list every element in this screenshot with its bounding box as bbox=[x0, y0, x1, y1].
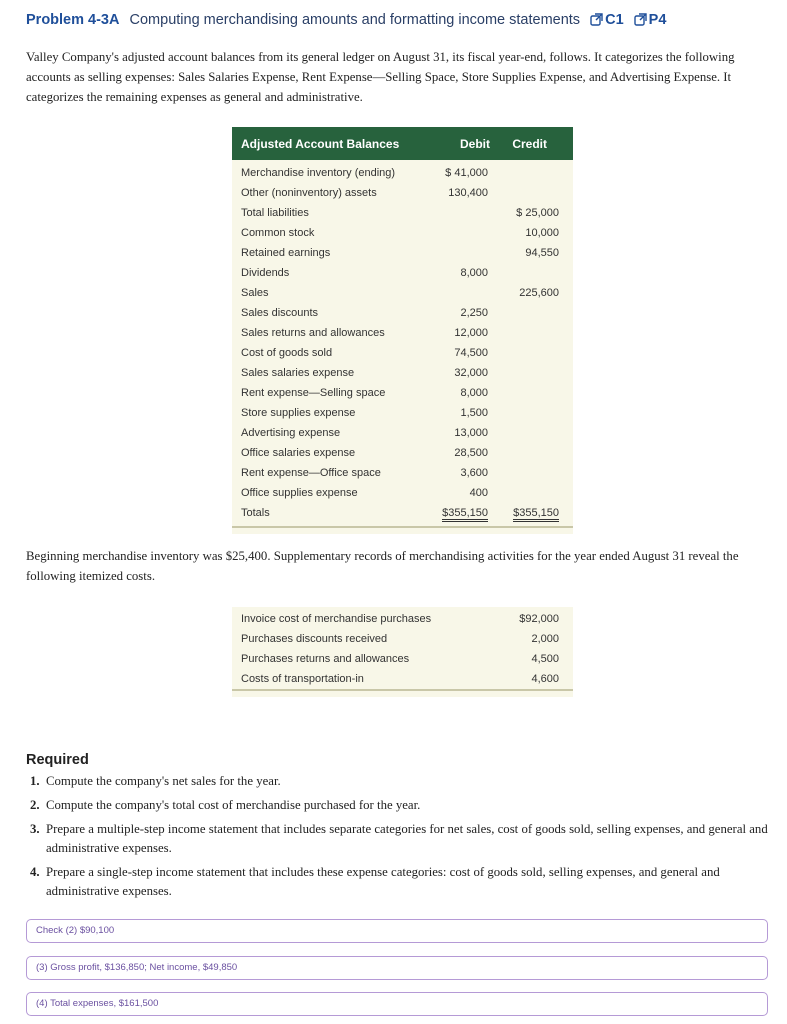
table-row bbox=[232, 483, 573, 503]
required-list bbox=[30, 772, 770, 906]
account-label: Office supplies expense bbox=[241, 487, 358, 499]
debit-value: 400 bbox=[469, 487, 488, 499]
totals-row bbox=[232, 503, 573, 523]
debit-value: 1,500 bbox=[460, 407, 488, 419]
table-row bbox=[232, 183, 573, 203]
account-label: Store supplies expense bbox=[241, 407, 356, 419]
account-label: Advertising expense bbox=[241, 427, 341, 439]
account-label: Sales returns and allowances bbox=[241, 327, 385, 339]
item-number: 4. bbox=[30, 865, 40, 879]
table-row bbox=[232, 669, 573, 689]
item-text: Compute the company's total cost of merchandise purchased for the year. bbox=[46, 798, 421, 812]
table-row bbox=[232, 243, 573, 263]
costs-table bbox=[232, 607, 573, 697]
objective-tag-c1[interactable] bbox=[590, 12, 628, 28]
cost-amount: 4,500 bbox=[531, 653, 559, 665]
credit-value: 225,600 bbox=[519, 287, 559, 299]
check-answer-4: (4) Total expenses, $161,500 bbox=[26, 992, 768, 1016]
account-label: Sales salaries expense bbox=[241, 367, 355, 379]
table-row bbox=[232, 203, 573, 223]
supplementary-paragraph: Beginning merchandise inventory was $25,400. Supplementary records of merchandising activities for the year ended August 31 reveal the following itemized costs. bbox=[26, 549, 739, 583]
debit-value: 2,250 bbox=[460, 307, 488, 319]
table-row bbox=[232, 463, 573, 483]
cost-label: Costs of transportation-in bbox=[241, 673, 364, 685]
header-debit: Debit bbox=[460, 137, 490, 151]
credit-value: 94,550 bbox=[525, 247, 559, 259]
account-label: Sales discounts bbox=[241, 307, 319, 319]
account-label: Total liabilities bbox=[241, 207, 309, 219]
list-item bbox=[30, 863, 770, 901]
debit-value: 13,000 bbox=[454, 427, 488, 439]
balances-table-header bbox=[232, 127, 573, 160]
account-label: Office salaries expense bbox=[241, 447, 356, 459]
table-row bbox=[232, 323, 573, 343]
item-text: Prepare a multiple-step income statement that includes separate categories for net sales, cost of goods sold, selling expenses, and general and administrative expenses. bbox=[46, 822, 768, 855]
table-row bbox=[232, 629, 573, 649]
list-item bbox=[30, 772, 770, 791]
table-bottom-rule bbox=[232, 689, 573, 697]
balances-table bbox=[232, 127, 573, 534]
account-label: Dividends bbox=[241, 267, 290, 279]
problem-subtitle: Computing merchandising amounts and formatting income statements bbox=[129, 12, 581, 28]
external-link-icon bbox=[634, 13, 647, 26]
table-row bbox=[232, 649, 573, 669]
account-label: Retained earnings bbox=[241, 247, 331, 259]
cost-label: Invoice cost of merchandise purchases bbox=[241, 613, 432, 625]
table-row bbox=[232, 223, 573, 243]
cost-label: Purchases discounts received bbox=[241, 633, 388, 645]
table-row bbox=[232, 163, 573, 183]
debit-value: 28,500 bbox=[454, 447, 488, 459]
table-row bbox=[232, 303, 573, 323]
table-row bbox=[232, 609, 573, 629]
debit-value: $ 41,000 bbox=[445, 167, 488, 179]
problem-title bbox=[26, 12, 666, 28]
external-link-icon bbox=[590, 13, 603, 26]
account-label: Rent expense—Selling space bbox=[241, 387, 386, 399]
cost-amount: 2,000 bbox=[531, 633, 559, 645]
debit-value: 12,000 bbox=[454, 327, 488, 339]
table-row bbox=[232, 443, 573, 463]
list-item bbox=[30, 796, 770, 815]
account-label: Rent expense—Office space bbox=[241, 467, 381, 479]
header-account-balances: Adjusted Account Balances bbox=[241, 137, 400, 151]
debit-value: 8,000 bbox=[460, 387, 488, 399]
account-label: Cost of goods sold bbox=[241, 347, 333, 359]
credit-value: $ 25,000 bbox=[516, 207, 559, 219]
cost-amount: 4,600 bbox=[531, 673, 559, 685]
account-label: Other (noninventory) assets bbox=[241, 187, 377, 199]
account-label: Merchandise inventory (ending) bbox=[241, 167, 396, 179]
problem-number: Problem 4-3A bbox=[26, 12, 120, 28]
required-heading: Required bbox=[26, 752, 89, 768]
debit-value: 130,400 bbox=[448, 187, 488, 199]
account-label: Sales bbox=[241, 287, 269, 299]
account-label: Common stock bbox=[241, 227, 315, 239]
debit-value: 32,000 bbox=[454, 367, 488, 379]
totals-debit: $355,150 bbox=[442, 507, 488, 522]
table-row bbox=[232, 403, 573, 423]
debit-value: 74,500 bbox=[454, 347, 488, 359]
cost-label: Purchases returns and allowances bbox=[241, 653, 410, 665]
debit-value: 3,600 bbox=[460, 467, 488, 479]
cost-amount: $92,000 bbox=[519, 613, 559, 625]
table-row bbox=[232, 363, 573, 383]
check-answer-2: Check (2) $90,100 bbox=[26, 919, 768, 943]
objective-tag-p4[interactable] bbox=[634, 12, 667, 28]
table-row bbox=[232, 263, 573, 283]
objective-tag-p4-label: P4 bbox=[648, 12, 667, 28]
item-number: 1. bbox=[30, 774, 40, 788]
table-row bbox=[232, 423, 573, 443]
totals-credit: $355,150 bbox=[513, 507, 559, 522]
table-bottom-rule bbox=[232, 526, 573, 534]
item-text: Compute the company's net sales for the year. bbox=[46, 774, 281, 788]
list-item bbox=[30, 820, 770, 858]
objective-tag-c1-label: C1 bbox=[605, 12, 624, 28]
table-row bbox=[232, 383, 573, 403]
intro-paragraph: Valley Company's adjusted account balances from its general ledger on August 31, its fiscal year-end, follows. It categorizes the following accounts as selling expenses: Sales Salaries Expense, Rent Expense—Selling Space, Store Supplies Expense, and Advertising Expense. It categorizes the remaining expenses as general and administrative. bbox=[26, 50, 735, 104]
totals-label: Totals bbox=[241, 507, 270, 519]
check-answer-3: (3) Gross profit, $136,850; Net income, $49,850 bbox=[26, 956, 768, 980]
table-row bbox=[232, 343, 573, 363]
item-text: Prepare a single-step income statement that includes these expense categories: cost of goods sold, selling expenses, and general and administrative expenses. bbox=[46, 865, 720, 898]
table-row bbox=[232, 283, 573, 303]
header-credit: Credit bbox=[512, 137, 547, 151]
item-number: 2. bbox=[30, 798, 40, 812]
credit-value: 10,000 bbox=[525, 227, 559, 239]
item-number: 3. bbox=[30, 822, 40, 836]
debit-value: 8,000 bbox=[460, 267, 488, 279]
